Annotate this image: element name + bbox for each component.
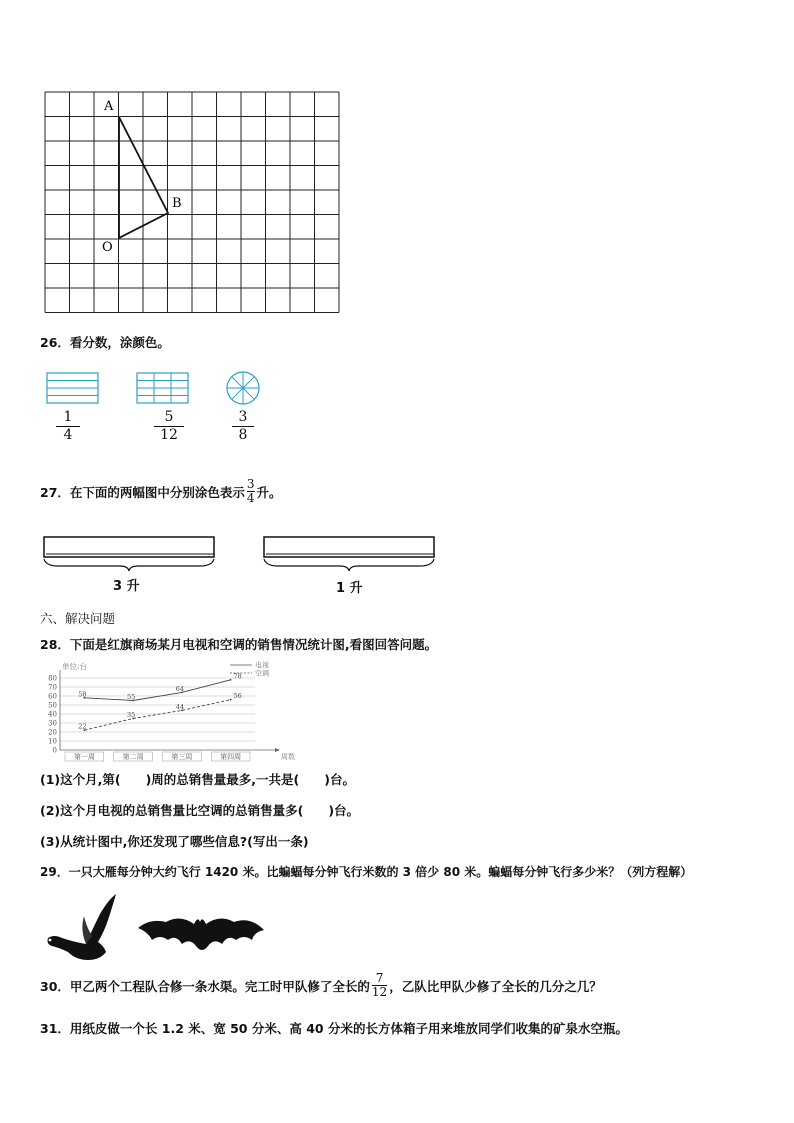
question-30 — [40, 972, 602, 999]
point-label-b: B — [172, 196, 182, 211]
x-tick-label: 第四周 — [220, 753, 242, 761]
fraction-shape-circle-8[interactable] — [224, 369, 262, 407]
sales-line-chart — [40, 660, 310, 764]
y-tick-label: 40 — [48, 710, 57, 719]
x-tick-label: 第三周 — [171, 753, 193, 761]
bat-illustration — [136, 906, 266, 958]
data-label: 35 — [126, 711, 136, 719]
y-tick-label: 30 — [48, 719, 57, 728]
grid-lines — [45, 92, 339, 313]
y-tick-label: 10 — [48, 737, 57, 746]
point-label-a: A — [104, 99, 114, 114]
y-tick-label: 20 — [48, 728, 57, 737]
y-tick-label: 60 — [48, 692, 57, 701]
question-26: 26．看分数，涂颜色。 — [40, 335, 170, 350]
q27-fraction: $\frac{3}{4}$ — [246, 477, 255, 505]
q27-text-after: 升。 — [256, 484, 282, 500]
question-28-part-2: (2)这个月电视的总销售量比空调的总销售量多( )台。 — [40, 803, 360, 818]
data-label: 55 — [126, 693, 136, 701]
question-31: 31．用纸皮做一个长 1.2 米、宽 50 分米、高 40 分米的长方体箱子用来堆放同学们收集的矿泉水空瓶。 — [40, 1021, 628, 1036]
x-tick-label: 第一周 — [73, 753, 95, 761]
data-label: 44 — [175, 702, 185, 711]
fraction-1-4: 1 4 — [56, 410, 80, 443]
y-tick-label: 0 — [52, 746, 57, 755]
grid-triangle-figure — [40, 88, 342, 316]
q30-text-after: ，乙队比甲队少修了全长的几分之几？ — [389, 978, 602, 994]
chart-unit-label: 单位:台 — [62, 662, 88, 671]
q30-text-before: 30．甲乙两个工程队合修一条水渠。完工时甲队修了全长的 — [40, 978, 370, 994]
y-tick-label: 80 — [48, 674, 57, 683]
data-label: 58 — [78, 690, 87, 699]
bar-label-3-liters: 3 升 — [113, 579, 140, 594]
bar-label-1-liter: 1 升 — [336, 581, 363, 596]
q30-fraction: $\frac{7}{12}$ — [371, 971, 388, 999]
data-label: 22 — [78, 722, 87, 731]
series-line-电视 — [84, 680, 230, 701]
x-tick-label: 第二周 — [122, 753, 144, 761]
q27-text-before: 27．在下面的两幅图中分别涂色表示 — [40, 484, 245, 500]
fraction-shape-rect-4[interactable] — [46, 372, 100, 405]
fraction-shape-rect-12[interactable] — [136, 372, 190, 405]
data-point — [230, 679, 232, 681]
series-line-空调 — [84, 700, 230, 731]
y-tick-label: 50 — [48, 701, 57, 710]
fraction-3-8: 3 8 — [232, 410, 254, 443]
section-6-heading: 六、解决问题 — [40, 611, 116, 626]
data-label: 56 — [233, 692, 242, 701]
question-29: 29．一只大雁每分钟大约飞行 1420 米。比蝙蝠每分钟飞行米数的 3 倍少 80 米。蝙蝠每分钟飞行多少米？（列方程解） — [40, 865, 693, 879]
goose-illustration — [40, 890, 120, 970]
point-label-o: O — [102, 240, 113, 255]
y-tick-label: 70 — [48, 683, 57, 692]
legend-label: 电视 — [255, 661, 269, 670]
question-28: 28．下面是红旗商场某月电视和空调的销售情况统计图,看图回答问题。 — [40, 637, 438, 652]
legend-label: 空调 — [255, 669, 269, 678]
question-28-part-3: (3)从统计图中,你还发现了哪些信息?(写出一条) — [40, 834, 309, 849]
question-27 — [40, 478, 282, 505]
data-label: 64 — [175, 684, 185, 693]
bar-3-liters[interactable] — [40, 535, 218, 573]
data-point — [230, 699, 232, 701]
x-axis-label: 周数 — [281, 753, 295, 761]
question-28-part-1: (1)这个月,第( )周的总销售量最多,一共是( )台。 — [40, 772, 355, 787]
fraction-5-12: 5 12 — [154, 410, 184, 443]
data-label: 78 — [233, 672, 242, 681]
x-axis-arrow — [275, 748, 280, 752]
bar-1-liter[interactable] — [260, 535, 438, 573]
